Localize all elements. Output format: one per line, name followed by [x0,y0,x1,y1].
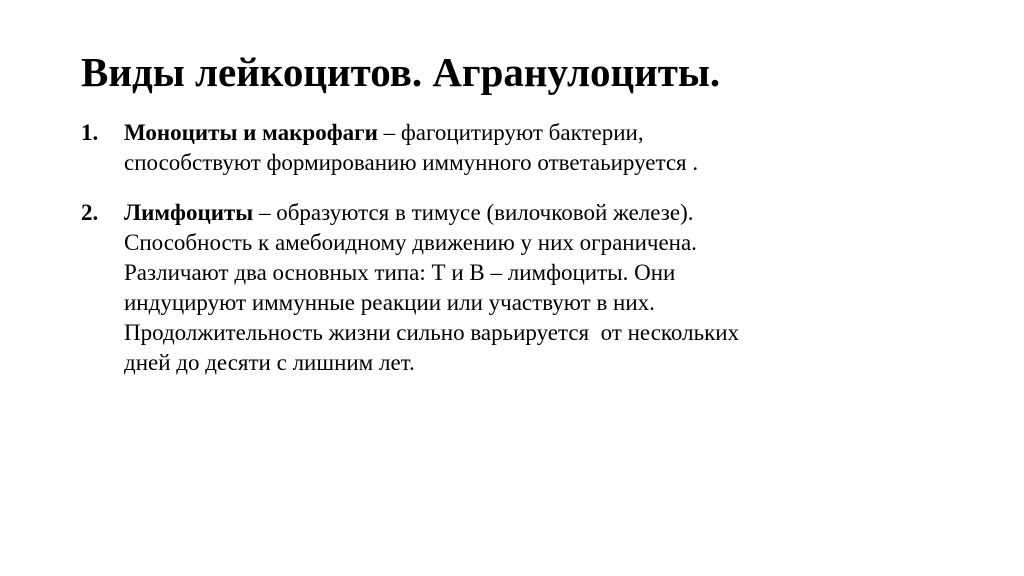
list-item-text: – фагоцитируют бактерии, [377,120,644,145]
list-item-number: 2. [81,200,99,225]
list-item-line [124,118,961,148]
list-item-text: Продолжительность жизни сильно варьируется от нескольких [124,320,740,345]
list-item-monocytes [81,118,961,178]
list-item-text: Различают два основных типа: Т и В – лимфоциты. Они [124,260,676,285]
list-item-line [124,198,961,228]
list-item-lymphocytes [81,198,961,378]
slide-title: Виды лейкоцитов. Агранулоциты. [81,49,721,95]
list-item-term: Моноциты и макрофаги [124,120,378,145]
list-item-text: способствуют формированию иммунного ответаьируется . [124,150,699,175]
list-item-number: 1. [81,120,99,145]
list-item-term: Лимфоциты [124,200,254,225]
list-item-text: индуцируют иммунные реакции или участвуют в них. [124,290,655,315]
numbered-list [81,118,961,378]
list-item-text: Способность к амебоидному движению у них ограничена. [124,230,697,255]
list-item-text: дней до десяти с лишним лет. [124,350,415,375]
list-item-text: – образуются в тимусе (вилочковой железе). [253,200,694,225]
